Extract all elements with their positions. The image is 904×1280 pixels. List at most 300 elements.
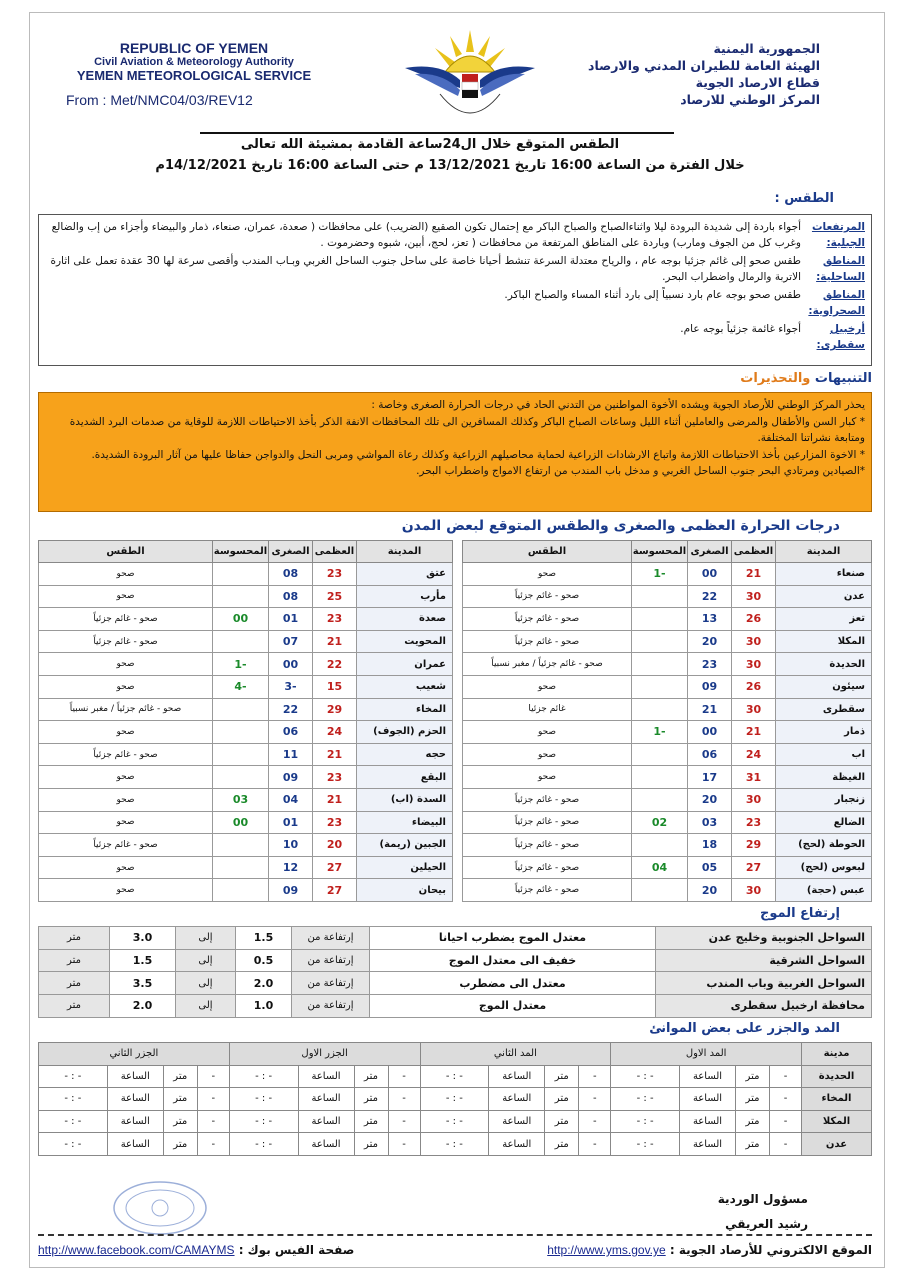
header-en-country: REPUBLIC OF YEMEN bbox=[119, 40, 269, 56]
city-name: عبس (حجة) bbox=[776, 879, 872, 902]
min-temp: 00 bbox=[269, 653, 313, 676]
min-temp: 00 bbox=[688, 563, 732, 586]
max-temp: 29 bbox=[313, 698, 357, 721]
min-temp: 06 bbox=[269, 721, 313, 744]
min-temp: 20 bbox=[688, 630, 732, 653]
weather-condition: صحو bbox=[463, 721, 632, 744]
city-name: الحوطة (لحج) bbox=[776, 834, 872, 857]
weather-condition: صحو - غائم جزئياً bbox=[463, 834, 632, 857]
tide-height: - bbox=[388, 1065, 420, 1088]
signature-block bbox=[718, 1187, 808, 1237]
weather-condition: صحو bbox=[39, 585, 213, 608]
max-temp: 21 bbox=[313, 630, 357, 653]
city-name: البقع bbox=[357, 766, 453, 789]
tide-time: - : - bbox=[229, 1088, 298, 1111]
city-name: الجبين (ريمة) bbox=[357, 834, 453, 857]
max-temp: 21 bbox=[732, 721, 776, 744]
wave-to-label: إلى bbox=[176, 949, 236, 972]
weather-condition: صحو bbox=[39, 563, 213, 586]
weather-condition: صحو bbox=[463, 563, 632, 586]
tide-hour-label: الساعة bbox=[107, 1088, 163, 1111]
min-temp: 20 bbox=[688, 879, 732, 902]
city-name: الحديدة bbox=[776, 653, 872, 676]
facebook-block bbox=[38, 1243, 354, 1257]
tide-height: - bbox=[197, 1088, 229, 1111]
tide-hour-label: الساعة bbox=[107, 1110, 163, 1133]
city-name: تعز bbox=[776, 608, 872, 631]
temps-col-header: العظمى bbox=[313, 541, 357, 563]
duty-officer-label: مسؤول الوردية bbox=[717, 1192, 808, 1206]
temps-header-row bbox=[39, 541, 453, 563]
tide-hour-label: الساعة bbox=[107, 1065, 163, 1088]
tide-unit: متر bbox=[736, 1088, 770, 1111]
weather-condition: صحو - غائم جزئياً bbox=[39, 834, 213, 857]
tide-time: - : - bbox=[420, 1110, 489, 1133]
wave-row bbox=[39, 927, 872, 950]
temps-row bbox=[463, 811, 872, 834]
min-temp: 09 bbox=[269, 766, 313, 789]
warning-line: * كبار السن والأطفال والمرضى والعاملين أثناء الليل وساعات الصباح الباكر وكذلك المسافرين الى تلك المحافظات الانفة الذكر بأخذ الاحتياطات اللازمة للوقاية من صدمات البرد الشديدة ومتابعة نشراتنا المختلفة. bbox=[69, 415, 865, 444]
min-temp: 17 bbox=[688, 766, 732, 789]
feels-like-temp bbox=[632, 585, 688, 608]
min-temp: -3 bbox=[269, 675, 313, 698]
temps-row bbox=[463, 608, 872, 631]
city-name: الحيلين bbox=[357, 856, 453, 879]
tide-hour-label: الساعة bbox=[680, 1065, 736, 1088]
weather-condition: صحو - غائم جزئياً / مغبر نسبياً bbox=[39, 698, 213, 721]
max-temp: 21 bbox=[732, 563, 776, 586]
tide-height: - bbox=[388, 1133, 420, 1156]
weather-condition: صحو bbox=[39, 653, 213, 676]
forecast-period: خلال الفترة من الساعة 16:00 تاريخ 13/12/2021 م حتى الساعة 16:00 تاريخ 14/12/2021م bbox=[155, 158, 745, 173]
wave-unit: متر bbox=[39, 949, 110, 972]
feels-like-temp: -4 bbox=[213, 675, 269, 698]
tide-unit: متر bbox=[163, 1088, 197, 1111]
temps-row bbox=[463, 563, 872, 586]
feels-like-temp bbox=[632, 675, 688, 698]
tide-unit: متر bbox=[736, 1065, 770, 1088]
min-temp: 22 bbox=[269, 698, 313, 721]
min-temp: 13 bbox=[688, 608, 732, 631]
wave-from-value: 0.5 bbox=[236, 949, 292, 972]
temps-col-header: الصغرى bbox=[269, 541, 313, 563]
temps-row bbox=[463, 788, 872, 811]
weather-condition: صحو - غائم جزئياً bbox=[463, 788, 632, 811]
temps-col-header: الصغرى bbox=[688, 541, 732, 563]
weather-condition: صحو bbox=[39, 879, 213, 902]
temps-row bbox=[39, 698, 453, 721]
temps-row bbox=[463, 698, 872, 721]
weather-condition: صحو bbox=[39, 766, 213, 789]
tide-time: - : - bbox=[420, 1133, 489, 1156]
temps-row bbox=[39, 653, 453, 676]
weather-condition: صحو bbox=[39, 811, 213, 834]
weather-region-text: أجواء غائمة جزئياً بوجه عام. bbox=[680, 323, 801, 335]
wave-from-value: 1.0 bbox=[236, 995, 292, 1018]
tide-unit: متر bbox=[354, 1133, 388, 1156]
weather-row bbox=[45, 219, 865, 251]
tide-unit: متر bbox=[545, 1065, 579, 1088]
tide-time: - : - bbox=[420, 1065, 489, 1088]
city-name: عدن bbox=[776, 585, 872, 608]
feels-like-temp: -1 bbox=[632, 721, 688, 744]
temps-table-left bbox=[38, 540, 453, 902]
temps-col-header: العظمى bbox=[732, 541, 776, 563]
official-stamp bbox=[110, 1178, 210, 1238]
city-name: البيضاء bbox=[357, 811, 453, 834]
city-name: المحويت bbox=[357, 630, 453, 653]
wave-to-value: 2.0 bbox=[110, 995, 176, 1018]
tide-height: - bbox=[579, 1110, 611, 1133]
tides-group-header: المد الثاني bbox=[420, 1043, 611, 1066]
feels-like-temp bbox=[632, 630, 688, 653]
waves-table bbox=[38, 926, 872, 1018]
tide-height: - bbox=[770, 1065, 802, 1088]
max-temp: 27 bbox=[313, 856, 357, 879]
weather-condition: غائم جزئيا bbox=[463, 698, 632, 721]
temps-table-right bbox=[462, 540, 872, 902]
max-temp: 30 bbox=[732, 698, 776, 721]
tide-hour-label: الساعة bbox=[298, 1065, 354, 1088]
weather-condition: صحو - غائم جزئياً bbox=[463, 630, 632, 653]
min-temp: 09 bbox=[269, 879, 313, 902]
tide-height: - bbox=[388, 1110, 420, 1133]
city-name: الضالع bbox=[776, 811, 872, 834]
feels-like-temp: 03 bbox=[213, 788, 269, 811]
tide-hour-label: الساعة bbox=[680, 1110, 736, 1133]
feels-like-temp bbox=[632, 766, 688, 789]
temps-col-header: الطقس bbox=[463, 541, 632, 563]
temps-col-header: المحسوسة bbox=[632, 541, 688, 563]
feels-like-temp bbox=[632, 743, 688, 766]
tide-height: - bbox=[770, 1133, 802, 1156]
feels-like-temp bbox=[632, 653, 688, 676]
header-ar-authority: الهيئة العامة للطيران المدني والارصاد bbox=[588, 58, 820, 73]
tide-unit: متر bbox=[354, 1088, 388, 1111]
temps-heading: درجات الحرارة العظمى والصغرى والطقس المتوقع لبعض المدن bbox=[401, 518, 840, 534]
footer-links bbox=[38, 1243, 872, 1257]
tide-hour-label: الساعة bbox=[489, 1133, 545, 1156]
min-temp: 06 bbox=[688, 743, 732, 766]
wave-to-value: 3.0 bbox=[110, 927, 176, 950]
weather-condition: صحو bbox=[463, 743, 632, 766]
max-temp: 30 bbox=[732, 788, 776, 811]
weather-condition: صحو - غائم جزئياً / مغبر نسبياً bbox=[463, 653, 632, 676]
wave-state: معتدل الى مضطرب bbox=[370, 972, 656, 995]
feels-like-temp bbox=[213, 834, 269, 857]
city-name: لبعوس (لحج) bbox=[776, 856, 872, 879]
wave-row bbox=[39, 949, 872, 972]
min-temp: 08 bbox=[269, 563, 313, 586]
min-temp: 00 bbox=[688, 721, 732, 744]
max-temp: 24 bbox=[313, 721, 357, 744]
feels-like-temp: -1 bbox=[632, 563, 688, 586]
warnings-heading bbox=[650, 371, 872, 386]
tide-height: - bbox=[197, 1133, 229, 1156]
weather-condition: صحو - غائم جزئياً bbox=[39, 608, 213, 631]
tide-hour-label: الساعة bbox=[489, 1110, 545, 1133]
temps-row bbox=[39, 788, 453, 811]
tides-city: عدن bbox=[802, 1133, 872, 1156]
max-temp: 30 bbox=[732, 630, 776, 653]
min-temp: 11 bbox=[269, 743, 313, 766]
temps-header-row bbox=[463, 541, 872, 563]
temps-row bbox=[39, 630, 453, 653]
max-temp: 23 bbox=[313, 563, 357, 586]
temps-row bbox=[463, 653, 872, 676]
weather-region-text: أجواء باردة إلى شديدة البرودة ليلا واثناءالصباح والصباح الباكر مع إحتمال تكون الصقيع (الضريب) على محافظات ( صعدة، عمران، صنعاء، ذمار والبيضاء وأجزاء من إب والضالع وغرب كل من الجوف ومارب) وباردة على المناطق المرتفعة من محافظات ( تعز، لحج، أبين، شبوه وحضرموت . bbox=[51, 221, 801, 249]
tide-time: - : - bbox=[39, 1088, 108, 1111]
tide-unit: متر bbox=[545, 1110, 579, 1133]
tide-time: - : - bbox=[39, 1133, 108, 1156]
temps-row bbox=[39, 585, 453, 608]
tides-city: المخاء bbox=[802, 1088, 872, 1111]
temps-row bbox=[463, 585, 872, 608]
city-name: اب bbox=[776, 743, 872, 766]
weather-region-text: طقس صحو بوجه عام بارد نسبياً إلى بارد أثناء المساء والصباح الباكر. bbox=[504, 289, 801, 301]
min-temp: 20 bbox=[688, 788, 732, 811]
tide-hour-label: الساعة bbox=[298, 1110, 354, 1133]
tides-table bbox=[38, 1042, 872, 1156]
weather-box bbox=[38, 214, 872, 366]
temps-col-header: المدينة bbox=[357, 541, 453, 563]
temps-col-header: المدينة bbox=[776, 541, 872, 563]
tide-unit: متر bbox=[163, 1065, 197, 1088]
wave-state: معتدل الموج يضطرب احيانا bbox=[370, 927, 656, 950]
wave-from-label: إرتفاعة من bbox=[292, 972, 370, 995]
tide-time: - : - bbox=[229, 1133, 298, 1156]
weather-condition: صحو - غائم جزئياً bbox=[39, 630, 213, 653]
city-name: المخاء bbox=[357, 698, 453, 721]
website-label: الموقع الالكتروني للأرصاد الجوية : bbox=[669, 1243, 872, 1257]
temps-row bbox=[39, 766, 453, 789]
wave-to-value: 1.5 bbox=[110, 949, 176, 972]
tide-height: - bbox=[579, 1088, 611, 1111]
wave-area: السواحل الجنوبية وخليج عدن bbox=[656, 927, 872, 950]
wave-from-value: 2.0 bbox=[236, 972, 292, 995]
max-temp: 25 bbox=[313, 585, 357, 608]
max-temp: 27 bbox=[732, 856, 776, 879]
tide-height: - bbox=[197, 1110, 229, 1133]
feels-like-temp bbox=[213, 563, 269, 586]
tide-hour-label: الساعة bbox=[298, 1133, 354, 1156]
min-temp: 08 bbox=[269, 585, 313, 608]
duty-officer-name: رشيد العريقي bbox=[725, 1217, 808, 1231]
max-temp: 15 bbox=[313, 675, 357, 698]
tide-unit: متر bbox=[163, 1133, 197, 1156]
website-block bbox=[547, 1243, 872, 1257]
weather-row bbox=[45, 287, 865, 319]
weather-region-label: المناطق الصحراوية: bbox=[808, 289, 865, 317]
weather-condition: صحو - غائم جزئياً bbox=[463, 585, 632, 608]
weather-condition: صحو bbox=[39, 856, 213, 879]
weather-row bbox=[45, 253, 865, 285]
tides-header-row bbox=[39, 1043, 872, 1066]
temps-row bbox=[39, 811, 453, 834]
header-arabic bbox=[560, 40, 820, 108]
tides-row bbox=[39, 1133, 872, 1156]
temps-row bbox=[463, 675, 872, 698]
max-temp: 26 bbox=[732, 608, 776, 631]
header-ar-center: المركز الوطني للارصاد bbox=[680, 92, 820, 107]
city-name: عتق bbox=[357, 563, 453, 586]
warnings-box bbox=[38, 392, 872, 512]
weather-region-label: المناطق الساحلية: bbox=[816, 255, 865, 283]
tides-heading: المد والجزر على بعض الموانئ bbox=[649, 1021, 840, 1036]
max-temp: 30 bbox=[732, 879, 776, 902]
tide-unit: متر bbox=[736, 1133, 770, 1156]
weather-condition: صحو - غائم جزئياً bbox=[39, 743, 213, 766]
wave-to-label: إلى bbox=[176, 927, 236, 950]
weather-region-text: طقس صحو إلى غائم جزئيا بوجه عام ، والرياح معتدلة السرعة تنشط أحيانا خاصة على ساحل جنوب الساحل الغربي وبـاب المندب وأقصى سرعة لها 30 عقدة تعمل على اثارة الاتربة والرمال واضطراب البحر. bbox=[50, 255, 801, 283]
feels-like-temp bbox=[213, 766, 269, 789]
wave-row bbox=[39, 995, 872, 1018]
forecast-title: الطقس المتوقع خلال ال24ساعة القادمة بمشيئة الله تعالى bbox=[240, 137, 620, 152]
min-temp: 04 bbox=[269, 788, 313, 811]
tide-height: - bbox=[197, 1065, 229, 1088]
temps-row bbox=[463, 721, 872, 744]
feels-like-temp bbox=[632, 608, 688, 631]
min-temp: 18 bbox=[688, 834, 732, 857]
city-name: سيئون bbox=[776, 675, 872, 698]
wave-to-label: إلى bbox=[176, 972, 236, 995]
weather-condition: صحو bbox=[39, 721, 213, 744]
tide-hour-label: الساعة bbox=[489, 1088, 545, 1111]
feels-like-temp bbox=[632, 788, 688, 811]
weather-region-label: المرتفعات الجبلية: bbox=[811, 221, 865, 249]
header-ar-sector: قطاع الارصاد الجوية bbox=[695, 75, 820, 90]
waves-heading: إرتفاع الموج bbox=[759, 906, 840, 921]
tide-time: - : - bbox=[229, 1110, 298, 1133]
min-temp: 23 bbox=[688, 653, 732, 676]
weather-condition: صحو - غائم جزئياً bbox=[463, 608, 632, 631]
weather-condition: صحو bbox=[463, 766, 632, 789]
feels-like-temp bbox=[213, 879, 269, 902]
tide-hour-label: الساعة bbox=[107, 1133, 163, 1156]
website-link[interactable]: http://www.yms.gov.ye bbox=[547, 1243, 666, 1257]
temps-row bbox=[39, 721, 453, 744]
feels-like-temp bbox=[213, 585, 269, 608]
warnings-heading-a: التنبيهات bbox=[810, 371, 872, 386]
header-divider bbox=[200, 132, 674, 134]
tide-unit: متر bbox=[545, 1133, 579, 1156]
temps-row bbox=[39, 608, 453, 631]
tide-unit: متر bbox=[736, 1110, 770, 1133]
wave-from-label: إرتفاعة من bbox=[292, 927, 370, 950]
tides-group-header: المد الاول bbox=[611, 1043, 802, 1066]
wave-unit: متر bbox=[39, 995, 110, 1018]
city-name: مأرب bbox=[357, 585, 453, 608]
tide-hour-label: الساعة bbox=[298, 1088, 354, 1111]
feels-like-temp bbox=[632, 834, 688, 857]
feels-like-temp bbox=[632, 698, 688, 721]
temps-col-header: الطقس bbox=[39, 541, 213, 563]
city-name: السدة (اب) bbox=[357, 788, 453, 811]
tide-height: - bbox=[579, 1065, 611, 1088]
max-temp: 27 bbox=[313, 879, 357, 902]
wave-unit: متر bbox=[39, 927, 110, 950]
temps-row bbox=[463, 766, 872, 789]
wave-state: معتدل الموج bbox=[370, 995, 656, 1018]
footer-divider bbox=[38, 1234, 872, 1236]
tide-hour-label: الساعة bbox=[680, 1088, 736, 1111]
wave-from-label: إرتفاعة من bbox=[292, 995, 370, 1018]
weather-heading: الطقس : bbox=[774, 191, 834, 206]
city-name: الحزم (الجوف) bbox=[357, 721, 453, 744]
max-temp: 21 bbox=[313, 788, 357, 811]
tide-unit: متر bbox=[354, 1065, 388, 1088]
temps-row bbox=[39, 879, 453, 902]
header-english bbox=[64, 40, 324, 83]
weather-condition: صحو bbox=[463, 675, 632, 698]
wave-row bbox=[39, 972, 872, 995]
tides-row bbox=[39, 1110, 872, 1133]
tide-time: - : - bbox=[611, 1110, 680, 1133]
tide-time: - : - bbox=[420, 1088, 489, 1111]
max-temp: 21 bbox=[313, 743, 357, 766]
tides-city-header: مدينة bbox=[802, 1043, 872, 1066]
city-name: عمران bbox=[357, 653, 453, 676]
max-temp: 22 bbox=[313, 653, 357, 676]
min-temp: 22 bbox=[688, 585, 732, 608]
temps-row bbox=[463, 856, 872, 879]
facebook-link[interactable]: http://www.facebook.com/CAMAYMS bbox=[38, 1243, 235, 1257]
temps-row bbox=[463, 834, 872, 857]
tide-height: - bbox=[770, 1088, 802, 1111]
temps-row bbox=[39, 743, 453, 766]
temps-row bbox=[463, 879, 872, 902]
min-temp: 10 bbox=[269, 834, 313, 857]
min-temp: 21 bbox=[688, 698, 732, 721]
temps-row bbox=[39, 563, 453, 586]
min-temp: 01 bbox=[269, 811, 313, 834]
min-temp: 07 bbox=[269, 630, 313, 653]
wave-area: السواحل الغربية وباب المندب bbox=[656, 972, 872, 995]
city-name: بيحان bbox=[357, 879, 453, 902]
min-temp: 09 bbox=[688, 675, 732, 698]
tide-time: - : - bbox=[229, 1065, 298, 1088]
weather-condition: صحو - غائم جزئياً bbox=[463, 811, 632, 834]
city-name: ذمار bbox=[776, 721, 872, 744]
city-name: زنجبار bbox=[776, 788, 872, 811]
max-temp: 31 bbox=[732, 766, 776, 789]
temps-row bbox=[463, 630, 872, 653]
city-name: شعيب bbox=[357, 675, 453, 698]
wave-to-label: إلى bbox=[176, 995, 236, 1018]
max-temp: 20 bbox=[313, 834, 357, 857]
wave-from-label: إرتفاعة من bbox=[292, 949, 370, 972]
weather-condition: صحو - غائم جزئياً bbox=[463, 856, 632, 879]
feels-like-temp: 00 bbox=[213, 811, 269, 834]
tides-group-header: الجزر الثاني bbox=[39, 1043, 230, 1066]
temps-row bbox=[39, 834, 453, 857]
warning-line: يحذر المركز الوطني للأرصاد الجوية ويشده الأخوة المواطنين من التدني الحاد في درجات الحرارة الصغرى وخاصة : bbox=[371, 399, 865, 411]
weather-condition: صحو bbox=[39, 675, 213, 698]
max-temp: 23 bbox=[313, 811, 357, 834]
feels-like-temp bbox=[213, 630, 269, 653]
min-temp: 01 bbox=[269, 608, 313, 631]
tide-time: - : - bbox=[611, 1133, 680, 1156]
city-name: حجه bbox=[357, 743, 453, 766]
tide-unit: متر bbox=[545, 1088, 579, 1111]
wave-from-value: 1.5 bbox=[236, 927, 292, 950]
tide-unit: متر bbox=[163, 1110, 197, 1133]
feels-like-temp: 02 bbox=[632, 811, 688, 834]
tide-time: - : - bbox=[39, 1065, 108, 1088]
tide-unit: متر bbox=[354, 1110, 388, 1133]
max-temp: 24 bbox=[732, 743, 776, 766]
feels-like-temp: 04 bbox=[632, 856, 688, 879]
